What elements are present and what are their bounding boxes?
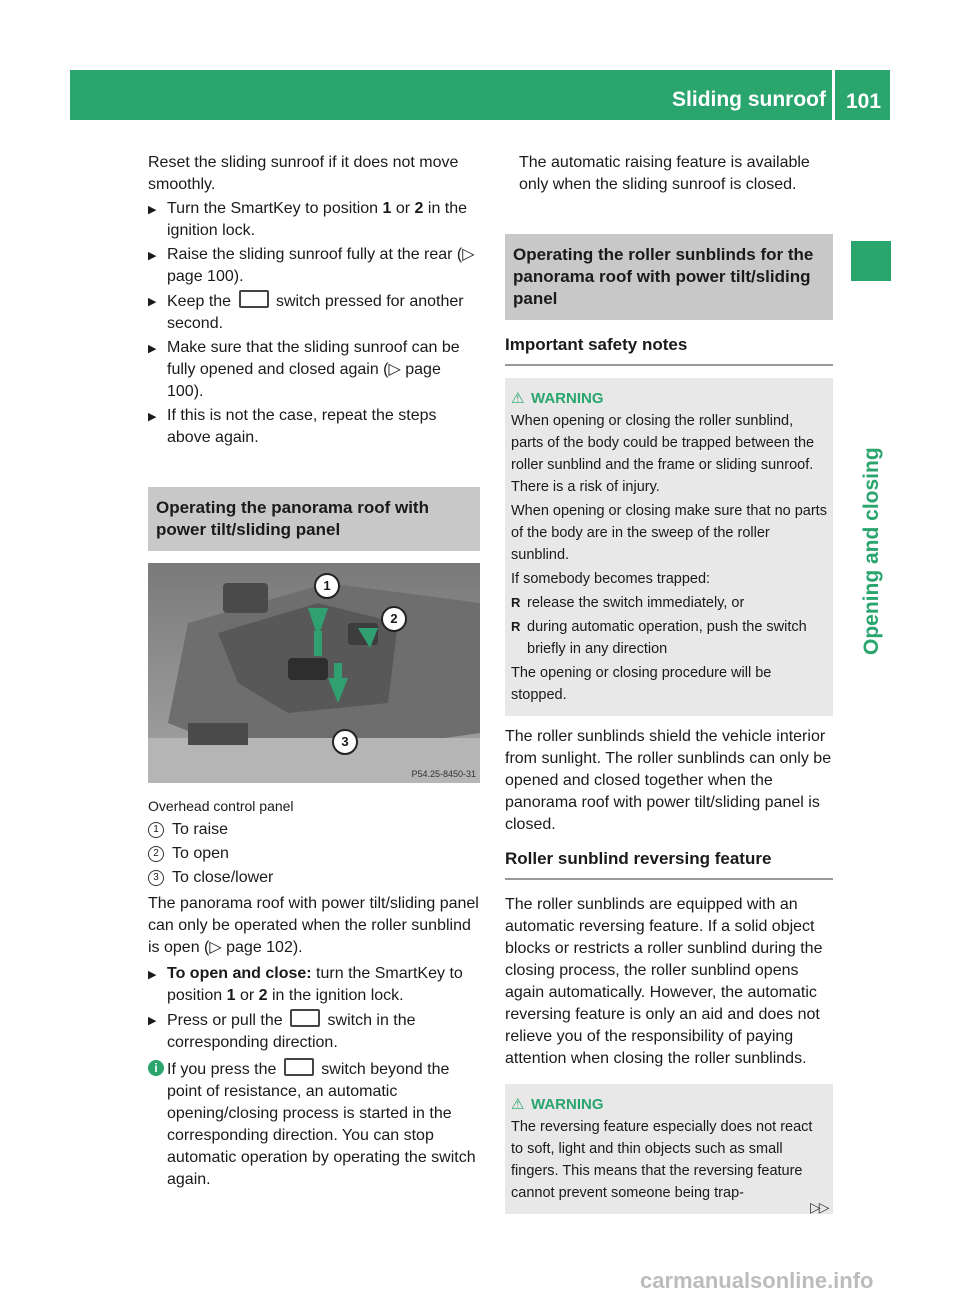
callout-2: 2 — [381, 606, 407, 632]
warning-text: The reversing feature especially does not react to soft, light and thin objects such as small fingers. This means that the reversing feature cannot prevent someone being trap- — [511, 1119, 813, 1201]
warning-text: When opening or closing make sure that no parts of the body are in the sweep of the roller sunblind. — [511, 503, 827, 563]
warning-text: When opening or closing the roller sunblind, parts of the body could be trapped between the roller sunblind and the frame or sliding sunroof. There is a risk of injury. — [511, 413, 815, 495]
info-note: i If you press the switch beyond the point of resistance, an automatic opening/closing process is started in the corresponding direction. You can stop automatic operation by operating the switch again. — [148, 1058, 480, 1191]
header-divider — [832, 70, 835, 120]
sunblind-paragraph: The roller sunblinds shield the vehicle interior from sunlight. The roller sunblinds can only be opened and closed together when the panorama roof with power tilt/sliding panel is closed. — [505, 728, 832, 833]
sub-heading-reversing: Roller sunblind reversing feature — [505, 848, 833, 880]
left-column — [148, 152, 480, 1191]
page-title: Sliding sunroof — [672, 88, 826, 111]
warning-text: If somebody becomes trapped: — [511, 571, 711, 587]
switch-icon — [290, 1009, 320, 1027]
section-title-panorama: Operating the panorama roof with power tilt/sliding panel — [148, 487, 480, 551]
reversing-paragraph: The roller sunblinds are equipped with an automatic reversing feature. If a solid object blocks or restricts a roller sunblind during the closing process, the roller sunblind opens again automatically. However, the automatic reversing feature is only an aid and does not relieve you of the responsibility of paying attention when closing the roller sunblinds. — [505, 896, 823, 1067]
op-step-1: ▶ To open and close: turn the SmartKey to position 1 or 2 in the ignition lock. — [148, 963, 480, 1007]
legend-item-1: 1 To raise — [148, 819, 480, 841]
step-1: ▶ Turn the SmartKey to position 1 or 2 in the ignition lock. — [148, 198, 480, 242]
footer-watermark: carmanualsonline.info — [640, 1268, 874, 1293]
step-4: ▶ Make sure that the sliding sunroof can be fully opened and closed again (▷ page 100). — [148, 337, 480, 403]
image-caption: Overhead control panel — [148, 798, 294, 814]
warning-title: ⚠ WARNING — [531, 388, 827, 410]
warning-box-2 — [505, 1084, 833, 1214]
overhead-control-panel-image — [148, 563, 480, 783]
switch-icon — [284, 1058, 314, 1076]
info-icon: i — [148, 1060, 164, 1076]
step-5: ▶ If this is not the case, repeat the steps above again. — [148, 405, 480, 449]
legend-item-3: 3 To close/lower — [148, 867, 480, 889]
warning-bullet: R release the switch immediately, or — [511, 592, 827, 614]
step-3: ▶ Keep the switch pressed for another second. — [148, 290, 480, 335]
callout-1: 1 — [314, 573, 340, 599]
panorama-paragraph: The panorama roof with power tilt/sliding panel can only be operated when the roller sunblind is open (▷ page 102). — [148, 895, 479, 956]
image-code: P54.25-8450-31 — [411, 769, 476, 779]
warning-box-1 — [505, 378, 833, 716]
legend-item-2: 2 To open — [148, 843, 480, 865]
page-number: 101 — [846, 90, 882, 113]
warning-title: ⚠ WARNING — [531, 1094, 827, 1116]
side-tab-label: Opening and closing — [860, 447, 883, 655]
auto-raise-note: The automatic raising feature is available only when the sliding sunroof is closed. — [519, 154, 810, 193]
callout-3: 3 — [332, 729, 358, 755]
warning-text: The opening or closing procedure will be stopped. — [511, 665, 772, 703]
right-column — [505, 152, 833, 1214]
reset-intro: Reset the sliding sunroof if it does not move smoothly. — [148, 154, 459, 193]
sub-heading-safety: Important safety notes — [505, 334, 833, 366]
switch-icon — [239, 290, 269, 308]
continue-marker: ▷▷ — [810, 1199, 828, 1215]
section-title-sunblinds: Operating the roller sunblinds for the panorama roof with power tilt/sliding panel — [505, 234, 833, 320]
op-step-2: ▶ Press or pull the switch in the corresponding direction. — [148, 1009, 480, 1054]
side-tab-marker — [851, 241, 891, 281]
warning-bullet: R during automatic operation, push the switch briefly in any direction — [511, 616, 827, 660]
step-2: ▶ Raise the sliding sunroof fully at the rear (▷ page 100). — [148, 244, 480, 288]
